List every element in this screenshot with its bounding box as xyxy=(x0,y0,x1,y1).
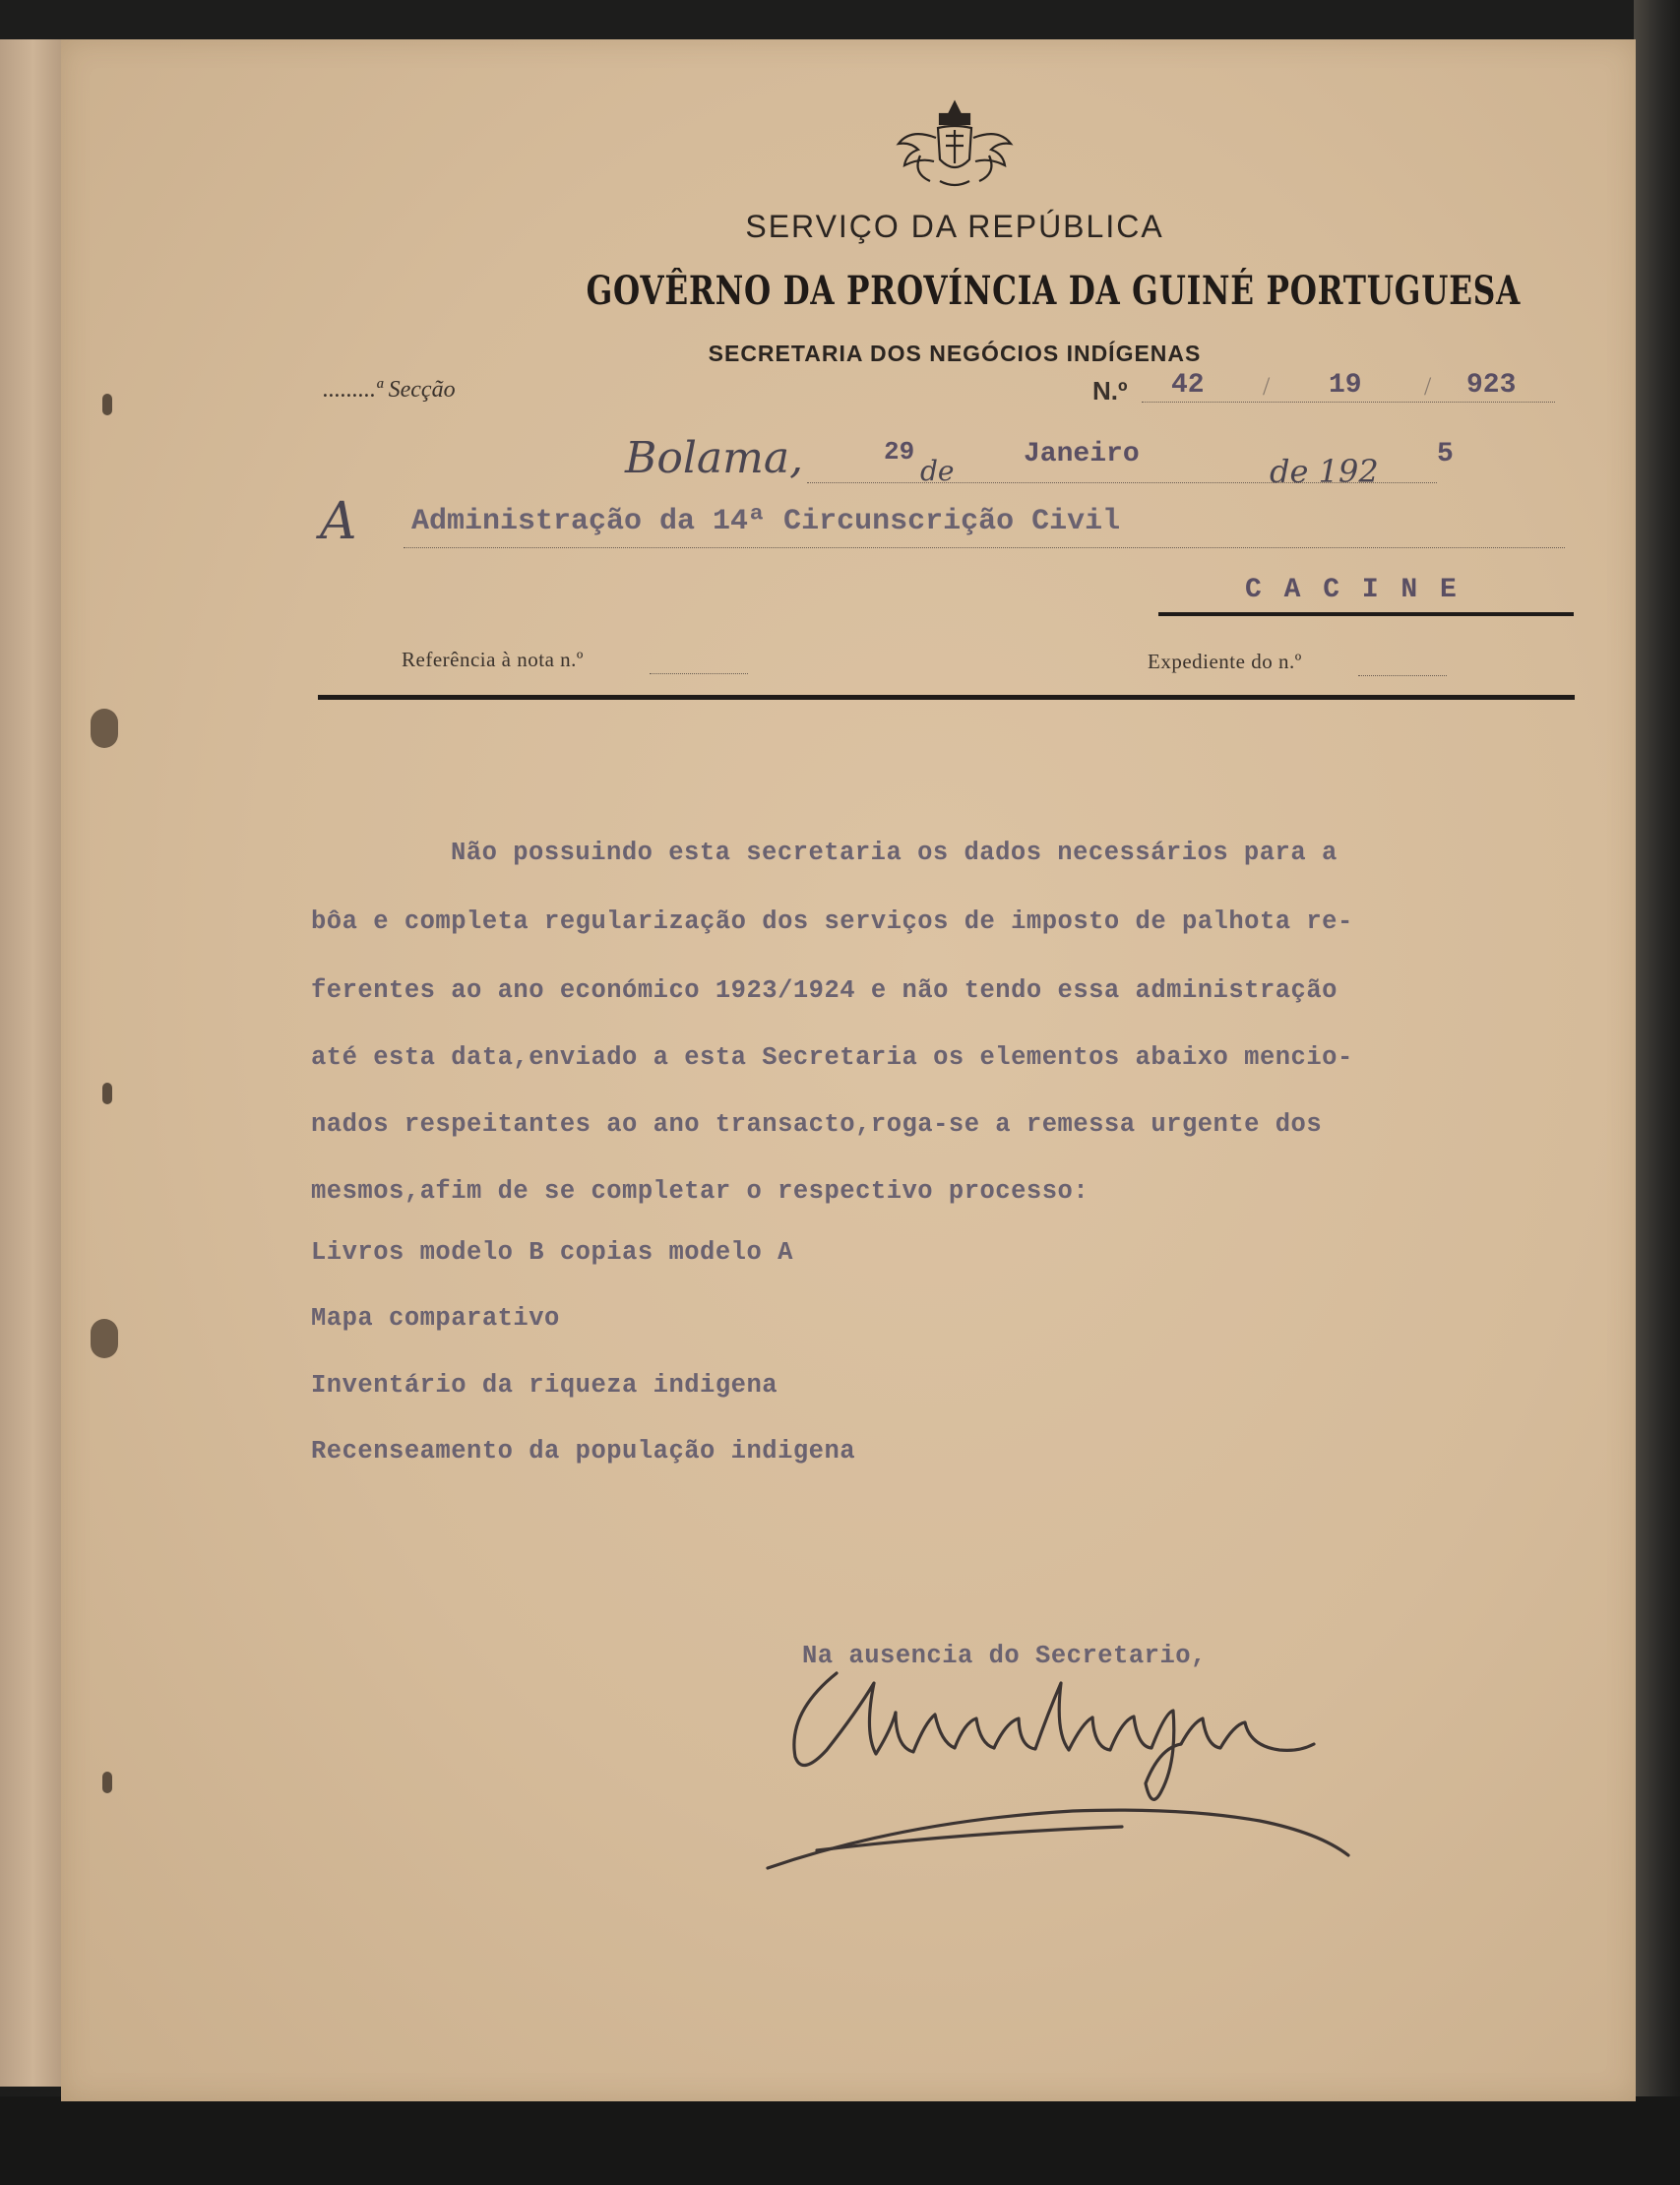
addressee-name: Administração da 14ª Circunscrição Civil xyxy=(411,505,1121,538)
section-label: .........ª Secção xyxy=(323,377,456,403)
year-value: 923 xyxy=(1466,370,1517,401)
reference-label: Referência à nota n.º xyxy=(402,648,584,671)
body-line: até esta data,enviado a esta Secretaria os elementos abaixo mencio- xyxy=(311,1043,1353,1072)
body-line: nados respeitantes ao ano transacto,roga-se a remessa urgente dos xyxy=(311,1110,1323,1139)
backdrop-bottom xyxy=(0,2096,1680,2185)
backdrop-right xyxy=(1634,0,1680,2185)
number-value: 42 xyxy=(1171,370,1205,401)
series-value: 19 xyxy=(1329,370,1362,401)
list-item: Recenseamento da população indigena xyxy=(311,1437,856,1466)
addressee-dotted-line xyxy=(404,547,1565,548)
previous-page-edge xyxy=(0,39,63,2087)
signature-closing: Na ausencia do Secretario, xyxy=(802,1642,1207,1670)
binding-hole xyxy=(91,1319,118,1358)
header-secretariat: SECRETARIA DOS NEGÓCIOS INDÍGENAS xyxy=(708,341,1202,366)
separator-slash: / xyxy=(1263,372,1271,401)
body-line: ferentes ao ano económico 1923/1924 e não tendo essa administração xyxy=(311,976,1338,1005)
expediente-dotted-line xyxy=(1358,675,1447,676)
number-dotted-line xyxy=(1142,402,1555,403)
date-month: Janeiro xyxy=(1024,439,1140,469)
date-de: de xyxy=(920,455,955,487)
binding-hole xyxy=(91,709,118,748)
body-line: bôa e completa regularização dos serviços de imposto de palhota re- xyxy=(311,907,1353,936)
binding-stitch xyxy=(102,394,112,415)
list-item: Inventário da riqueza indigena xyxy=(311,1371,778,1400)
date-year-prefix: de 192 xyxy=(1270,453,1379,490)
location-underline xyxy=(1158,612,1574,616)
number-label: N.º xyxy=(1092,376,1128,406)
date-day: 29 xyxy=(884,437,915,467)
coat-of-arms-icon xyxy=(891,98,1019,192)
date-place: Bolama, xyxy=(625,433,804,483)
body-line: Não possuindo esta secretaria os dados necessários para a xyxy=(451,839,1338,867)
header-service: SERVIÇO DA REPÚBLICA xyxy=(745,209,1164,244)
reference-dotted-line xyxy=(650,673,748,674)
binding-stitch xyxy=(102,1083,112,1104)
header-divider xyxy=(318,695,1575,700)
handwritten-signature xyxy=(748,1654,1378,1880)
binding-stitch xyxy=(102,1772,112,1793)
list-item: Mapa comparativo xyxy=(311,1304,560,1333)
expediente-label: Expediente do n.º xyxy=(1148,650,1302,673)
body-line: mesmos,afim de se completar o respectivo processo: xyxy=(311,1177,1089,1206)
list-item: Livros modelo B copias modelo A xyxy=(311,1238,793,1267)
date-year-digit: 5 xyxy=(1437,439,1454,469)
separator-slash: / xyxy=(1424,372,1432,401)
addressee-prefix: A xyxy=(320,492,357,551)
addressee-location: C A C I N E xyxy=(1245,575,1460,605)
header-government: GOVÊRNO DA PROVÍNCIA DA GUINÉ PORTUGUESA xyxy=(586,268,1522,314)
